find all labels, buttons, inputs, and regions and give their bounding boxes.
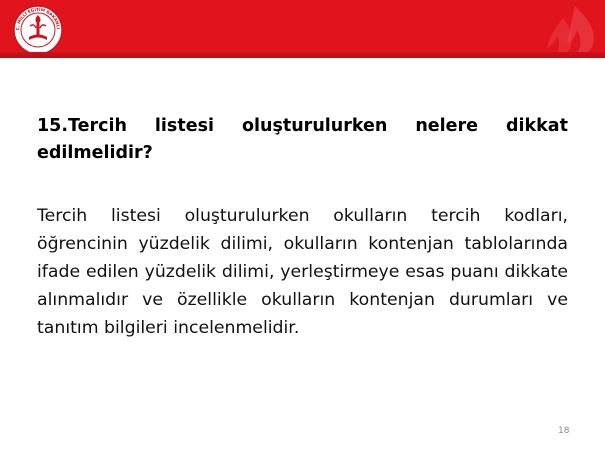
flame-icon (537, 4, 601, 58)
answer-paragraph: Tercih listesi oluşturulurken okulların tercih kodları, öğrencinin yüzdelik dilimi, okulların kontenjan tablolarında ifade edilen yüzdelik dilimi, yerleştirmeye esas puanı dikkate alınmalıdır ve özellikle okulların kontenjan durumları ve tanıtım bilgileri incelenmelidir. (37, 206, 568, 338)
header-band (0, 0, 605, 58)
question-heading: 15.Tercih listesi oluşturulurken nelere dikkat edilmelidir? (37, 116, 568, 163)
meb-logo-icon (10, 4, 66, 58)
page-number: 18 (558, 426, 570, 436)
logo-text: C. MİLLİ EĞİTİM BAKANLI (14, 6, 61, 31)
